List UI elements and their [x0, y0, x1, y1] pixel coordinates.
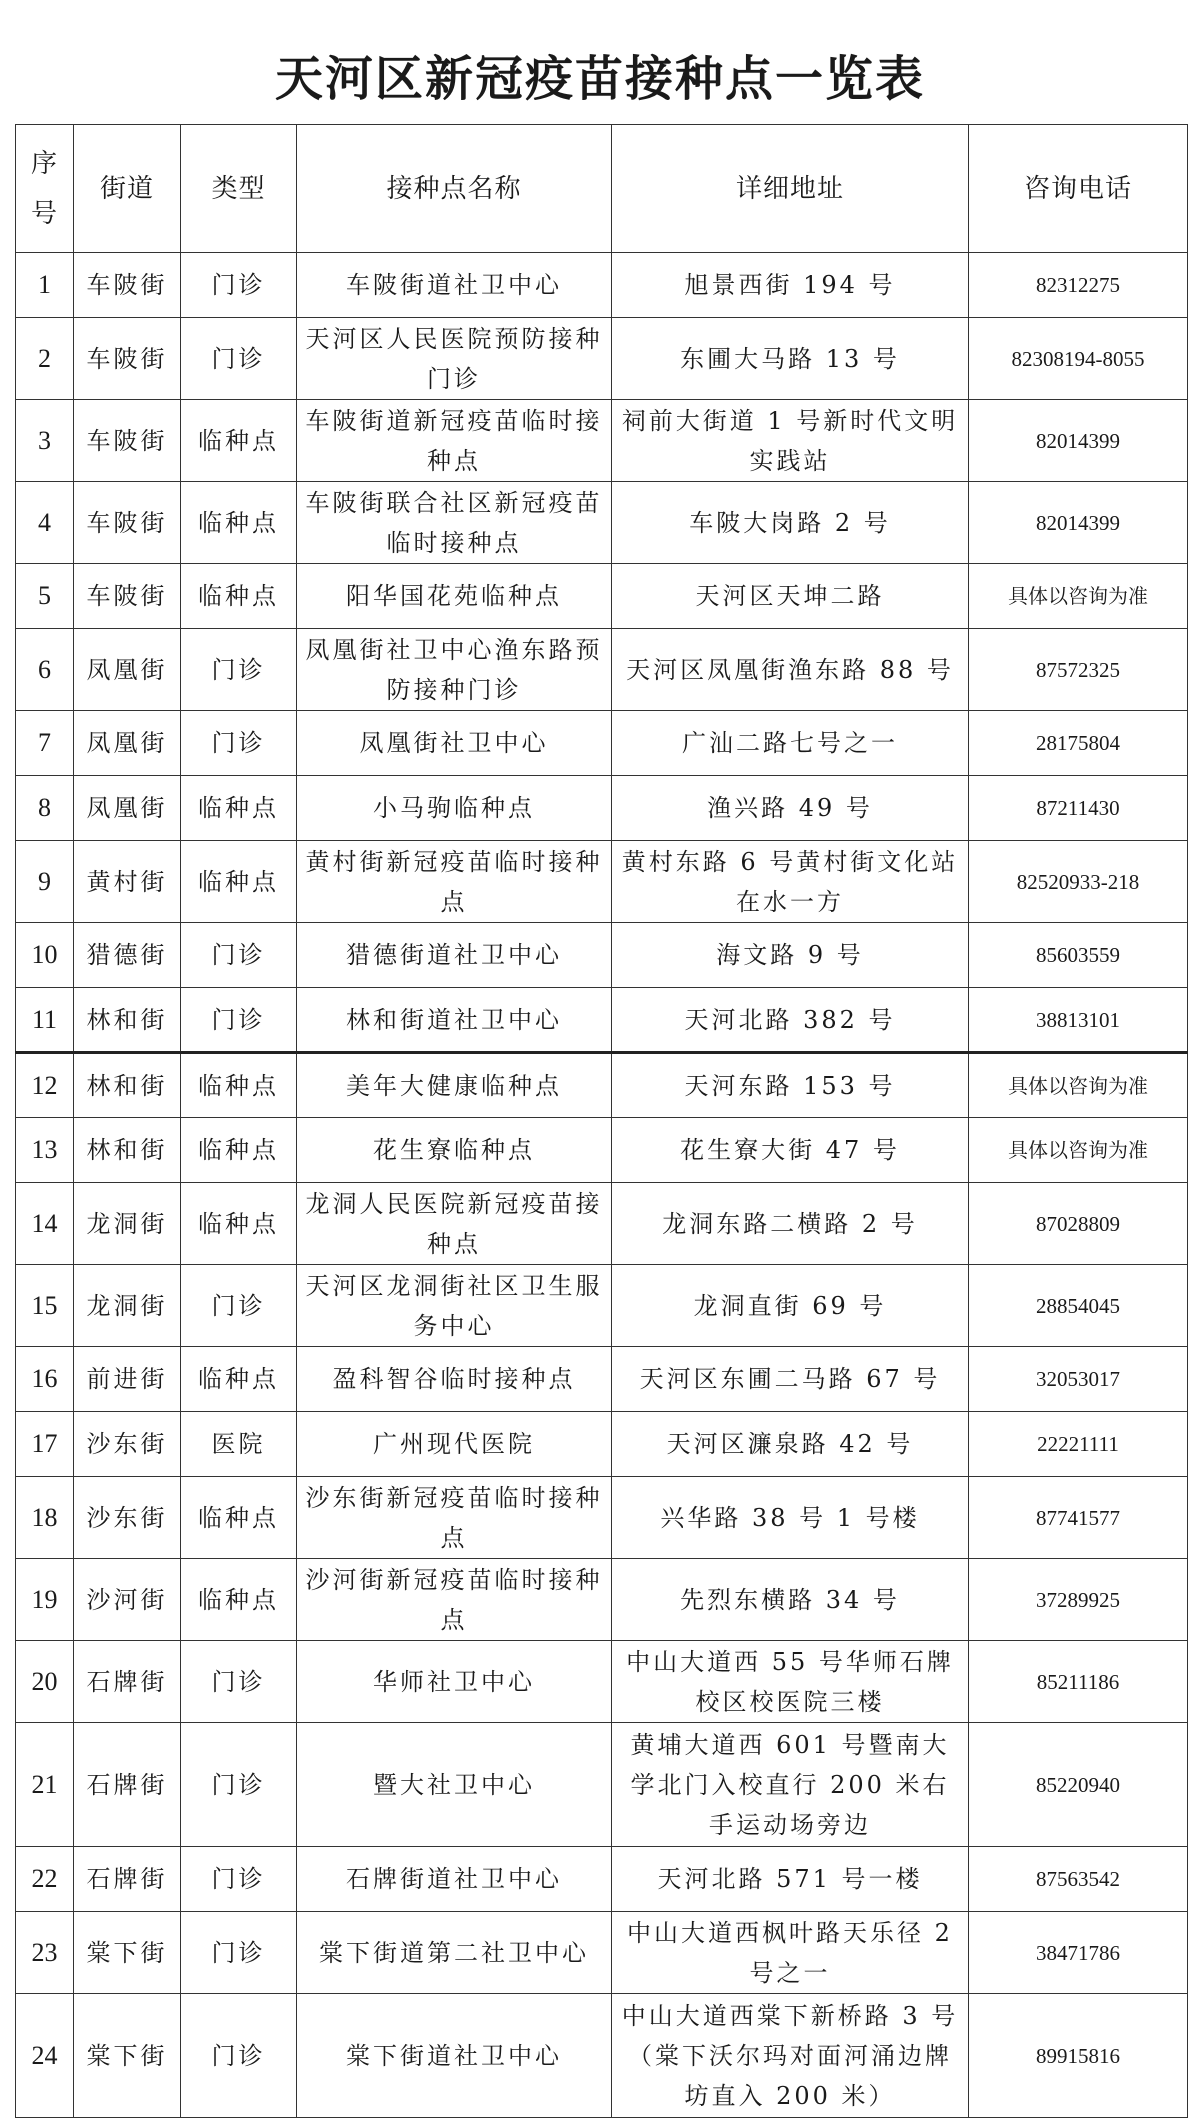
cell-phone: 85211186: [969, 1641, 1188, 1723]
cell-street: 车陂街: [74, 318, 181, 400]
cell-address: 旭景西街 194 号: [612, 253, 969, 318]
cell-type: 临种点: [181, 1053, 297, 1118]
cell-type: 门诊: [181, 629, 297, 711]
cell-site-name: 美年大健康临种点: [297, 1053, 612, 1118]
table-row: [16, 1912, 1188, 1994]
cell-site-name: 林和街道社卫中心: [297, 988, 612, 1053]
table-row: [16, 711, 1188, 776]
cell-site-name: 石牌街道社卫中心: [297, 1847, 612, 1912]
header-type: 类型: [181, 125, 297, 253]
cell-address: 中山大道西棠下新桥路 3 号（棠下沃尔玛对面河涌边牌坊直入 200 米）: [612, 1994, 969, 2118]
cell-phone: 87572325: [969, 629, 1188, 711]
cell-phone: 82014399: [969, 482, 1188, 564]
table-row: [16, 1347, 1188, 1412]
page-title: 天河区新冠疫苗接种点一览表: [274, 51, 925, 107]
cell-phone: 87563542: [969, 1847, 1188, 1912]
table-body: [16, 253, 1188, 2118]
table-row: [16, 1118, 1188, 1183]
cell-street: 棠下街: [74, 1912, 181, 1994]
cell-site-name: 凤凰街社卫中心: [297, 711, 612, 776]
header-street: 街道: [74, 125, 181, 253]
cell-site-name: 盈科智谷临时接种点: [297, 1347, 612, 1412]
cell-phone: 87211430: [969, 776, 1188, 841]
cell-street: 石牌街: [74, 1641, 181, 1723]
cell-phone: 具体以咨询为准: [969, 1053, 1188, 1118]
table-row: [16, 629, 1188, 711]
cell-site-name: 广州现代医院: [297, 1412, 612, 1477]
cell-seq: 20: [16, 1641, 74, 1723]
cell-site-name: 阳华国花苑临种点: [297, 564, 612, 629]
cell-seq: 6: [16, 629, 74, 711]
cell-seq: 10: [16, 923, 74, 988]
cell-phone: 82308194-8055: [969, 318, 1188, 400]
table-header-row: [16, 125, 1188, 253]
table-row: [16, 923, 1188, 988]
cell-street: 龙洞街: [74, 1265, 181, 1347]
cell-phone: 82520933-218: [969, 841, 1188, 923]
table-row: [16, 1559, 1188, 1641]
cell-site-name: 沙东街新冠疫苗临时接种点: [297, 1477, 612, 1559]
cell-address: 中山大道西枫叶路天乐径 2 号之一: [612, 1912, 969, 1994]
cell-seq: 11: [16, 988, 74, 1053]
cell-seq: 2: [16, 318, 74, 400]
vaccination-sites-table: [15, 124, 1188, 2118]
cell-street: 车陂街: [74, 400, 181, 482]
cell-type: 门诊: [181, 1265, 297, 1347]
cell-type: 门诊: [181, 988, 297, 1053]
cell-type: 临种点: [181, 1477, 297, 1559]
cell-seq: 16: [16, 1347, 74, 1412]
cell-street: 沙东街: [74, 1477, 181, 1559]
cell-seq: 24: [16, 1994, 74, 2118]
cell-site-name: 车陂街道新冠疫苗临时接种点: [297, 400, 612, 482]
cell-phone: 82014399: [969, 400, 1188, 482]
cell-site-name: 龙洞人民医院新冠疫苗接种点: [297, 1183, 612, 1265]
cell-street: 林和街: [74, 1118, 181, 1183]
table-row: [16, 1053, 1188, 1118]
cell-address: 天河北路 571 号一楼: [612, 1847, 969, 1912]
cell-site-name: 小马驹临种点: [297, 776, 612, 841]
cell-street: 棠下街: [74, 1994, 181, 2118]
cell-street: 石牌街: [74, 1723, 181, 1847]
cell-seq: 3: [16, 400, 74, 482]
cell-phone: 37289925: [969, 1559, 1188, 1641]
cell-type: 门诊: [181, 923, 297, 988]
cell-type: 门诊: [181, 711, 297, 776]
cell-type: 临种点: [181, 841, 297, 923]
cell-type: 临种点: [181, 482, 297, 564]
cell-address: 龙洞东路二横路 2 号: [612, 1183, 969, 1265]
table-row: [16, 988, 1188, 1053]
cell-site-name: 凤凰街社卫中心渔东路预防接种门诊: [297, 629, 612, 711]
cell-street: 车陂街: [74, 253, 181, 318]
cell-type: 临种点: [181, 400, 297, 482]
cell-seq: 12: [16, 1053, 74, 1118]
table-row: [16, 1847, 1188, 1912]
cell-phone: 具体以咨询为准: [969, 1118, 1188, 1183]
cell-street: 车陂街: [74, 564, 181, 629]
cell-seq: 15: [16, 1265, 74, 1347]
cell-type: 临种点: [181, 776, 297, 841]
cell-street: 凤凰街: [74, 776, 181, 841]
table-row: [16, 1994, 1188, 2118]
table-row: [16, 400, 1188, 482]
cell-seq: 9: [16, 841, 74, 923]
cell-site-name: 华师社卫中心: [297, 1641, 612, 1723]
table-row: [16, 318, 1188, 400]
cell-phone: 87741577: [969, 1477, 1188, 1559]
cell-phone: 85220940: [969, 1723, 1188, 1847]
cell-phone: 具体以咨询为准: [969, 564, 1188, 629]
table-row: [16, 564, 1188, 629]
cell-street: 沙河街: [74, 1559, 181, 1641]
cell-phone: 38471786: [969, 1912, 1188, 1994]
cell-street: 林和街: [74, 1053, 181, 1118]
header-phone: 咨询电话: [969, 125, 1188, 253]
cell-address: 天河东路 153 号: [612, 1053, 969, 1118]
cell-phone: 38813101: [969, 988, 1188, 1053]
cell-street: 林和街: [74, 988, 181, 1053]
table-row: [16, 1412, 1188, 1477]
table-row: [16, 1641, 1188, 1723]
cell-site-name: 天河区人民医院预防接种门诊: [297, 318, 612, 400]
cell-type: 临种点: [181, 1347, 297, 1412]
cell-seq: 22: [16, 1847, 74, 1912]
cell-seq: 23: [16, 1912, 74, 1994]
cell-phone: 85603559: [969, 923, 1188, 988]
table-row: [16, 253, 1188, 318]
cell-street: 凤凰街: [74, 711, 181, 776]
header-seq: [16, 125, 74, 253]
cell-site-name: 车陂街道社卫中心: [297, 253, 612, 318]
cell-street: 车陂街: [74, 482, 181, 564]
cell-seq: 18: [16, 1477, 74, 1559]
cell-street: 石牌街: [74, 1847, 181, 1912]
cell-type: 门诊: [181, 1912, 297, 1994]
table-row: [16, 776, 1188, 841]
cell-type: 门诊: [181, 1723, 297, 1847]
cell-phone: 89915816: [969, 1994, 1188, 2118]
cell-seq: 17: [16, 1412, 74, 1477]
cell-type: 临种点: [181, 1559, 297, 1641]
cell-type: 临种点: [181, 1118, 297, 1183]
table-row: [16, 841, 1188, 923]
cell-phone: 82312275: [969, 253, 1188, 318]
cell-type: 临种点: [181, 564, 297, 629]
header-seq-line2: 号: [30, 198, 58, 229]
cell-address: 天河区濂泉路 42 号: [612, 1412, 969, 1477]
cell-address: 天河北路 382 号: [612, 988, 969, 1053]
cell-address: 渔兴路 49 号: [612, 776, 969, 841]
cell-site-name: 车陂街联合社区新冠疫苗临时接种点: [297, 482, 612, 564]
cell-site-name: 沙河街新冠疫苗临时接种点: [297, 1559, 612, 1641]
cell-phone: 22221111: [969, 1412, 1188, 1477]
cell-phone: 32053017: [969, 1347, 1188, 1412]
cell-address: 广汕二路七号之一: [612, 711, 969, 776]
cell-type: 医院: [181, 1412, 297, 1477]
cell-seq: 7: [16, 711, 74, 776]
cell-type: 门诊: [181, 253, 297, 318]
cell-type: 门诊: [181, 1847, 297, 1912]
cell-address: 车陂大岗路 2 号: [612, 482, 969, 564]
header-address: 详细地址: [612, 125, 969, 253]
cell-site-name: 棠下街道第二社卫中心: [297, 1912, 612, 1994]
cell-address: 兴华路 38 号 1 号楼: [612, 1477, 969, 1559]
table-row: [16, 1477, 1188, 1559]
cell-street: 猎德街: [74, 923, 181, 988]
cell-street: 沙东街: [74, 1412, 181, 1477]
cell-site-name: 黄村街新冠疫苗临时接种点: [297, 841, 612, 923]
cell-seq: 13: [16, 1118, 74, 1183]
cell-address: 祠前大街道 1 号新时代文明实践站: [612, 400, 969, 482]
cell-address: 龙洞直街 69 号: [612, 1265, 969, 1347]
cell-seq: 19: [16, 1559, 74, 1641]
cell-address: 先烈东横路 34 号: [612, 1559, 969, 1641]
table-row: [16, 482, 1188, 564]
cell-address: 花生寮大街 47 号: [612, 1118, 969, 1183]
cell-address: 天河区凤凰街渔东路 88 号: [612, 629, 969, 711]
table-row: [16, 1265, 1188, 1347]
cell-phone: 28854045: [969, 1265, 1188, 1347]
cell-site-name: 花生寮临种点: [297, 1118, 612, 1183]
cell-address: 东圃大马路 13 号: [612, 318, 969, 400]
table-row: [16, 1723, 1188, 1847]
cell-address: 黄埔大道西 601 号暨南大学北门入校直行 200 米右手运动场旁边: [612, 1723, 969, 1847]
table-row: [16, 1183, 1188, 1265]
cell-phone: 28175804: [969, 711, 1188, 776]
cell-phone: 87028809: [969, 1183, 1188, 1265]
cell-site-name: 猎德街道社卫中心: [297, 923, 612, 988]
cell-seq: 5: [16, 564, 74, 629]
cell-site-name: 暨大社卫中心: [297, 1723, 612, 1847]
cell-address: 中山大道西 55 号华师石牌校区校医院三楼: [612, 1641, 969, 1723]
cell-seq: 4: [16, 482, 74, 564]
cell-type: 临种点: [181, 1183, 297, 1265]
cell-type: 门诊: [181, 1994, 297, 2118]
cell-address: 海文路 9 号: [612, 923, 969, 988]
cell-street: 龙洞街: [74, 1183, 181, 1265]
cell-street: 黄村街: [74, 841, 181, 923]
header-seq-line1: 序: [30, 148, 58, 179]
cell-type: 门诊: [181, 318, 297, 400]
cell-street: 前进街: [74, 1347, 181, 1412]
cell-seq: 8: [16, 776, 74, 841]
cell-site-name: 天河区龙洞街社区卫生服务中心: [297, 1265, 612, 1347]
cell-address: 天河区天坤二路: [612, 564, 969, 629]
cell-address: 天河区东圃二马路 67 号: [612, 1347, 969, 1412]
cell-site-name: 棠下街道社卫中心: [297, 1994, 612, 2118]
cell-type: 门诊: [181, 1641, 297, 1723]
cell-seq: 1: [16, 253, 74, 318]
cell-address: 黄村东路 6 号黄村街文化站在水一方: [612, 841, 969, 923]
cell-seq: 14: [16, 1183, 74, 1265]
cell-seq: 21: [16, 1723, 74, 1847]
header-name: 接种点名称: [297, 125, 612, 253]
cell-street: 凤凰街: [74, 629, 181, 711]
